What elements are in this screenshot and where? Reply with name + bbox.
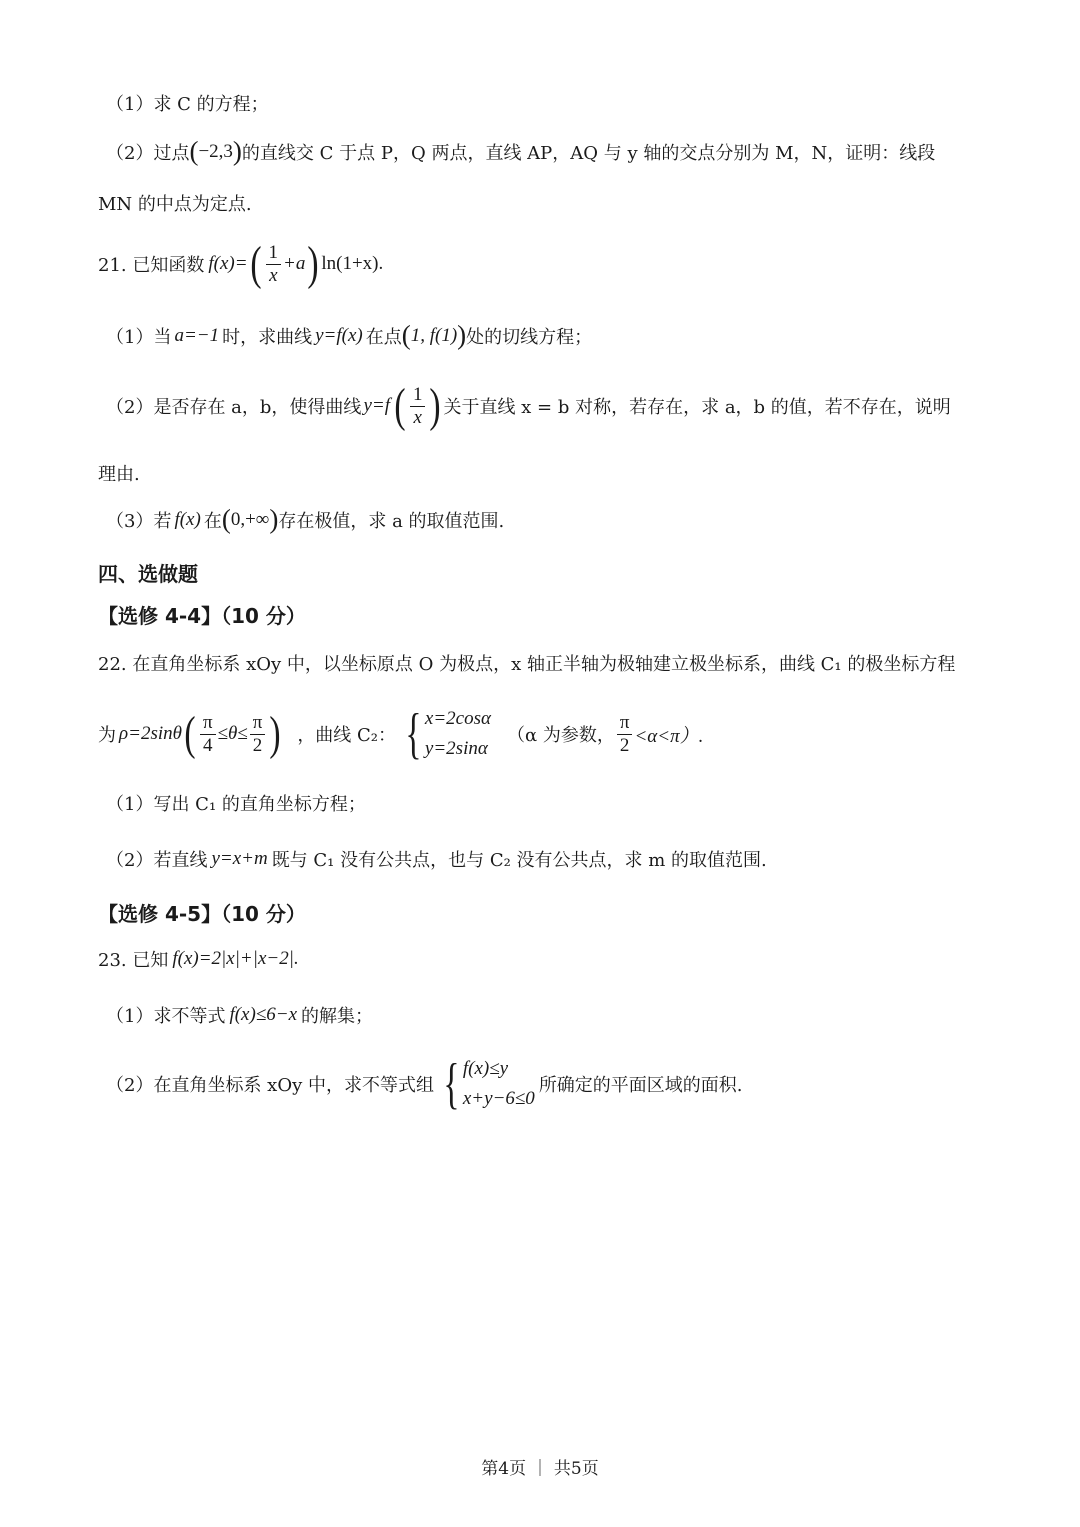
fraction: $\frac{\pi}{2}$: [250, 712, 266, 757]
q23-part1: （1）求不等式 f(x)≤6−x 的解集；: [106, 1004, 374, 1027]
q21-part1: （1）当 a=−1 时，求曲线 y=f(x) 在点 ( 1, f(1) ) 处的切线方程；: [106, 320, 593, 350]
fraction: $\frac{\pi}{4}$: [200, 712, 216, 757]
q22-stem: 22. 在直角坐标系 xOy 中，以坐标原点 O 为极点，x 轴正半轴为极轴建立极坐标系，曲线 C₁ 的极坐标方程: [98, 654, 956, 675]
fraction: $\frac{1}{x}$: [266, 242, 282, 287]
q20-part2-cont: MN 的中点为定点.: [98, 194, 252, 215]
q21-part2: （2）是否存在 a，b，使得曲线 y=f ( $\frac{1}{x}$ ) 关于直线 x = b 对称，若存在，求 a，b 的值，若不存在，说明: [106, 379, 951, 432]
q21-part3: （3）若 f(x) 在 ( 0,+∞ ) 存在极值，求 a 的取值范围.: [106, 504, 505, 534]
inequality-system: { f(x)≤y x+y−6≤0: [443, 1053, 535, 1116]
q22-part2: （2）若直线 y=x+m 既与 C₁ 没有公共点，也与 C₂ 没有公共点，求 m 的取值范围.: [106, 848, 767, 871]
page-footer: 第4页 ｜ 共5页: [481, 1459, 599, 1479]
q23-stem: 23. 已知 f(x)=2|x|+|x−2|.: [98, 948, 299, 971]
q20-part2: （2）过点 ( −2,3 ) 的直线交 C 于点 P，Q 两点，直线 AP，AQ 与 y 轴的交点分别为 M，N，证明：线段: [106, 136, 936, 166]
section-heading: 四、选做题: [98, 562, 198, 586]
q22-stem-cont: 为 ρ=2sinθ ( $\frac{\pi}{4}$ ≤θ≤ $\frac{\pi}{2}$ ) ，曲线 C₂： { x=2cosα y=2sinα （α 为参数， $\frac{\pi}{2}$ <α<π）.: [98, 703, 704, 766]
fraction: $\frac{\pi}{2}$: [617, 712, 633, 757]
q23-part2: （2）在直角坐标系 xOy 中，求不等式组 { f(x)≤y x+y−6≤0 所确定的平面区域的面积.: [106, 1053, 743, 1116]
q21-part2-cont: 理由.: [98, 464, 140, 485]
elective-heading-4-5: 【选修 4-5】（10 分）: [98, 902, 306, 926]
q20-part1: （1）求 C 的方程；: [106, 94, 269, 115]
elective-heading-4-4: 【选修 4-4】（10 分）: [98, 604, 306, 628]
q22-part1: （1）写出 C₁ 的直角坐标方程；: [106, 794, 366, 815]
q21-stem: 21. 已知函数 f(x)= ( $\frac{1}{x}$ +a ) ln(1+x).: [98, 237, 384, 290]
fraction: $\frac{1}{x}$: [410, 384, 426, 429]
equation-system: { x=2cosα y=2sinα: [405, 703, 491, 766]
